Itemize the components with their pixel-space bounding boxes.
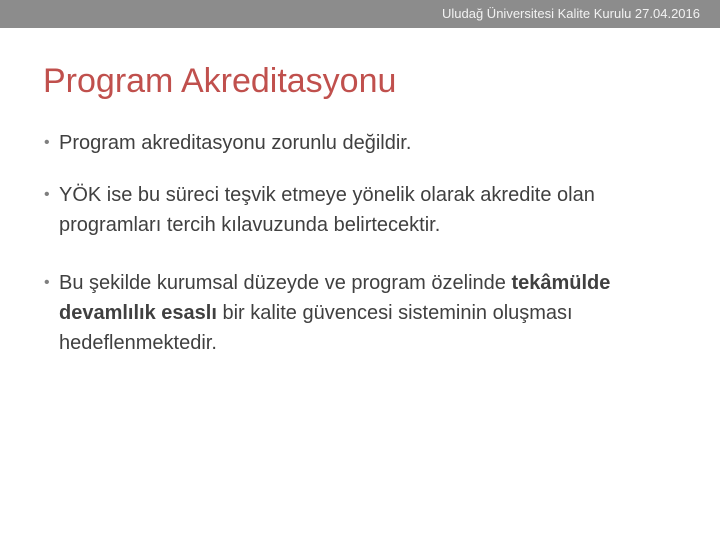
header-bar [0, 0, 720, 28]
slide-title: Program Akreditasyonu [43, 62, 397, 100]
bullet-item [44, 268, 684, 358]
bullet-item [44, 128, 684, 158]
bullet-item [44, 180, 684, 240]
bullet-text: Program akreditasyonu zorunlu değildir. [59, 132, 412, 154]
header-text: Uludağ Üniversitesi Kalite Kurulu 27.04.2016 [442, 6, 700, 21]
bullet-text-bold: tekâmülde devamlılık esaslı [59, 272, 611, 324]
bullet-text: YÖK ise bu süreci teşvik etmeye yönelik olarak akredite olan programları tercih kılavuzunda belirtecektir. [59, 184, 595, 236]
bullet-marker: • [44, 186, 50, 203]
bullet-marker: • [44, 274, 50, 291]
bullet-list [44, 128, 684, 358]
bullet-text-after: bir kalite güvencesi sisteminin oluşması hedeflenmektedir. [59, 302, 573, 354]
bullet-marker: • [44, 134, 50, 151]
bullet-text-before: Bu şekilde kurumsal düzeyde ve program özelinde [59, 272, 512, 294]
